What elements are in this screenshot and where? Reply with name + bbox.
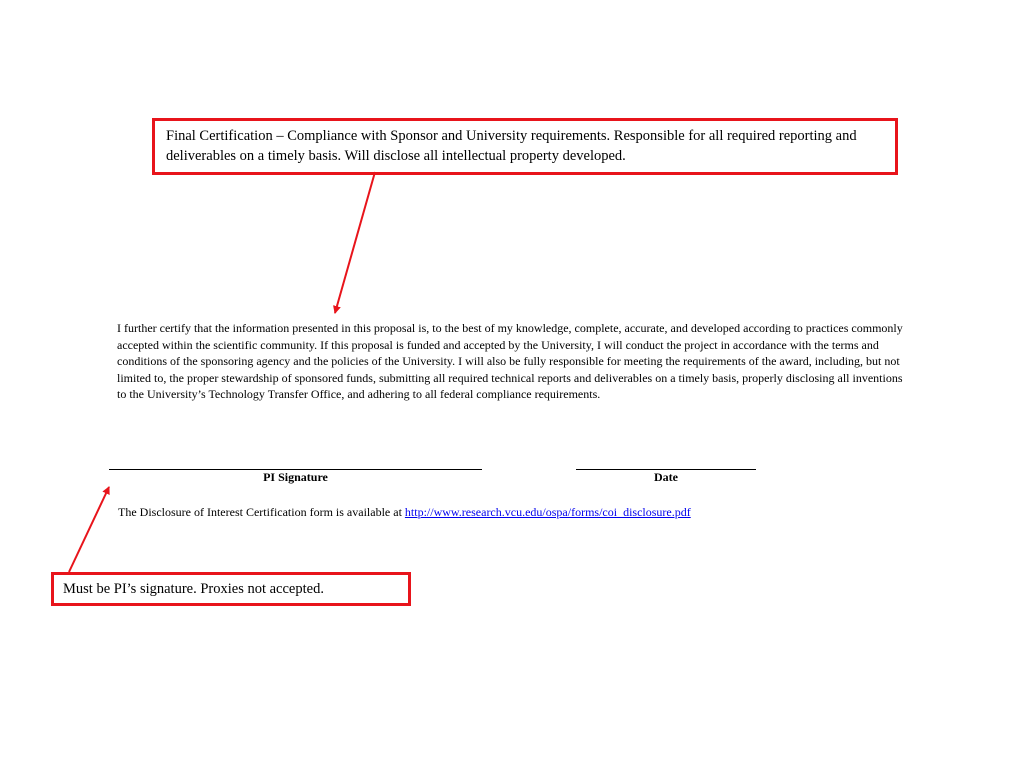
final-certification-callout-text: Final Certification – Compliance with Sponsor and University requirements. Responsible for all required reporting and deliverables on a timely basis. Will disclose all intellectual property developed. [166,128,857,164]
final-certification-callout [152,118,898,175]
arrow-to-certification-text [335,172,375,313]
certification-paragraph: I further certify that the information presented in this proposal is, to the best of my knowledge, complete, accurate, and developed according to practices commonly accepted within the scientific community. If this proposal is funded and accepted by the University, I will conduct the project in accordance with the terms and conditions of the sponsoring agency and the policies of the University. I will also be fully responsible for meeting the requirements of the award, including, but not limited to, the proper stewardship of sponsored funds, submitting all required technical reports and deliverables on a timely basis, properly disclosing all inventions to the University’s Technology Transfer Office, and adhering to all federal compliance requirements. [117,321,903,401]
pi-signature-callout-text: Must be PI’s signature. Proxies not accepted. [63,581,324,597]
pi-signature-callout [51,572,411,606]
disclosure-form-link[interactable]: http://www.research.vcu.edu/ospa/forms/coi_disclosure.pdf [404,505,691,519]
disclosure-note [118,505,691,520]
disclosure-prefix: The Disclosure of Interest Certification form is available at [118,505,405,519]
arrow-to-pi-signature-line [69,487,109,572]
pi-signature-label: PI Signature [263,470,328,484]
date-label: Date [654,470,678,484]
